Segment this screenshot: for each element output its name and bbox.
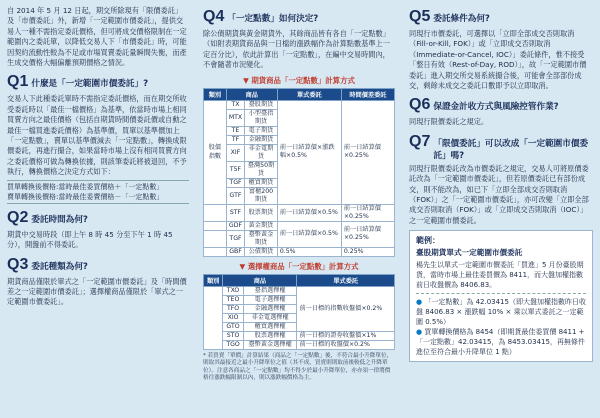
product-name: 臺幣黃金期貨: [245, 230, 278, 247]
formula-box: [7, 180, 189, 204]
product-code: TE: [226, 126, 244, 135]
column-middle: [196, 0, 402, 418]
product-code: TX: [226, 100, 244, 109]
q6-title: 保證金計收方式與風險控管作業?: [433, 102, 559, 113]
product-name: 電子期貨: [245, 126, 278, 135]
options-table-title: ▼ 選擇權商品「一定點數」計算方式: [239, 261, 359, 271]
category-cell: 股價指數: [204, 100, 227, 204]
example-bullet-2: [416, 327, 586, 357]
q2-number: Q2: [7, 208, 29, 226]
category-cell: [204, 221, 227, 230]
q2-title: 委託時間為何?: [31, 214, 88, 225]
q7-answer: 同現行限價委託改為市價委託之規定，交易人可將原價委託改為「一定範圍市價委託」，但若原價委託已有部份成交，則不能改為，如已下「立即全部成交否則取消（FOK）」之「一定範圍市價委託」，亦可改變「立即全部成交否則取消（FOK）」或「立即成交否則取消（IOC）」之一定範圍市價委託。: [409, 163, 589, 225]
product-name: 富櫃200期貨: [245, 187, 278, 204]
product-code: XIF: [226, 144, 244, 161]
example-body: 楊先生以單式一定範圍市價委託「買進」5 月份臺股期貨，當時市場上最佳委買價為 8411，而大盤加權指數前日收盤價為 8406.83。: [416, 261, 584, 290]
category-cell: [204, 204, 227, 221]
product-code: TF: [226, 135, 244, 144]
table-row: [204, 100, 395, 109]
rule-spread: 前一日結算價×0.25%: [341, 204, 394, 221]
q4-answer: 除公債期貨與黃金期貨外，其餘商品皆有各自「一定點數」（如附表期貨商品與一日檔的漲跌幅作為計算點數基準上一定百分比），依此計算出「一定點數」，在編中交易時間內，不會隨著市況變化。: [203, 29, 390, 70]
product-code: TGF: [226, 230, 244, 247]
futures-table-title: ▼ 期貨商品「一定點數」計算方式: [243, 75, 355, 85]
table-row: [204, 286, 395, 295]
q5-number: Q5: [409, 8, 431, 25]
header-product: 商品: [223, 274, 297, 286]
q4-heading: [203, 8, 395, 26]
table-row: [204, 340, 395, 349]
rule-single: 前一日結算價×漲跌幅×0.5%: [277, 100, 341, 204]
product-code: TFO: [223, 304, 244, 313]
product-name: 公債期貨: [245, 247, 278, 256]
q2-answer: 期貨中交易時段（即上午 8 時 45 分至下午 1 時 45 分），開盤前不得委託。: [7, 229, 173, 250]
bullet-icon: ●: [416, 298, 425, 307]
futures-table-header: [204, 88, 395, 100]
q7-title: 「限價委託」可以改成「一定範圍市價委託」嗎?: [433, 138, 589, 161]
product-code: T5F: [226, 161, 244, 178]
q1-number: Q1: [7, 73, 29, 91]
options-points-table: [203, 274, 395, 350]
rule-spread: 0.25%: [341, 247, 394, 256]
rule-spread: 前一日結算價×0.25%: [341, 221, 394, 247]
product-name: 非金電期貨: [245, 144, 278, 161]
example-bullet-1: [416, 297, 586, 327]
product-code: TEO: [223, 295, 244, 304]
product-code: MTX: [226, 109, 244, 126]
formula-buy: 買單轉換後價格:當時最佳委買價格＋「一定點數」: [7, 182, 164, 191]
product-name: 股票期貨: [245, 204, 278, 221]
rule-single: 前一日結算價×0.5%: [277, 221, 341, 247]
product-name: 金融期貨: [245, 135, 278, 144]
rule-single: 前一日標的指數收盤價×0.2%: [297, 286, 395, 331]
table-row: [204, 247, 395, 256]
q4-title: 「一定點數」如何決定?: [227, 14, 319, 24]
column-right: [402, 0, 600, 418]
formula-sell: 賣單轉換後價格:當時最佳委賣價格－「一定點數」: [7, 192, 164, 201]
example-heading: 範例：: [416, 236, 440, 246]
product-name: 櫃買選擇權: [243, 322, 297, 331]
category-cell: [204, 286, 223, 349]
q3-answer: 期貨商品僅限於單式之「一定範圍市價委託」及「時間價差之一定範圍市價委託」；選擇權商品僅限於「單式之一定範圍市價委託」。: [7, 276, 187, 307]
example-box: [409, 230, 593, 362]
q6-answer: 同現行限價委託之規定。: [409, 117, 489, 127]
q5-title: 委託條件為何?: [433, 14, 490, 24]
header-single: 單式委託: [277, 88, 341, 100]
example-bullet-2-text: 買單轉換價格為 8454（即期貨最佳委買價 8411 + 「一定點數」42.03415，為 8453.03415，再無條件進位至符合最小升降單位 1 點）: [416, 328, 585, 357]
product-code: GBF: [226, 247, 244, 256]
q7-heading: [409, 133, 593, 161]
product-code: TXO: [223, 286, 244, 295]
header-category: 類別: [204, 274, 223, 286]
product-name: 金融選擇權: [243, 304, 297, 313]
q1-answer: 交易人下此種委託單時不需指定委託價格，而在期交所收受委託時以「最佳一檔價格」為基準，依當時市場上相同買賣方向之最佳價格（包括自期貨時間價委託價或自動之最佳一檔買進委託價格）為基準價，買單以基準價加上「一定點數」，賣單以基準價減去「一定點數」，轉換成限價委託，再進行撮合，如果當時市場上沒有相同買賣方向之委託價格可做為轉換依據，則該筆委託將被退回，不予執行，轉換價格之決定方式如下：: [7, 94, 187, 177]
table-footnote: * 若買賣「單價」計算結果（商品之「一定點數」後，不符合最小升降單位，則取其最接近之最小升降單位之值（其不成，買賣則則取前後較低之升降單位）。注意各商品之「一定點數」均不得少於最小升降單位，亦亦須一律將價格往漲跌幅限制以內，則以漲跌幅價格為主。: [203, 352, 393, 382]
rule-single: 前一日標的收盤價×0.2%: [297, 340, 395, 349]
header-product: 商品: [226, 88, 277, 100]
q5-answer: 同現行市價委託，可選擇以「立即全部成交否則取消（Fill-or-Kill, FOK）」或「立即成交否則取消（Immediate-or-Cancel, IOC）」委託條件，惟不接受「整日有效（Rest-of-Day, ROD）」，故「一定範圍市價委託」進入期交所交易系統撮合後，可能會全部部份成交，剩餘未成交之委託口數即予以立即取消。: [409, 29, 587, 91]
example-title: 臺股期貨單式一定範圍市價委託: [416, 248, 523, 258]
product-name: 臺指選擇權: [243, 286, 297, 295]
q1-heading: [7, 73, 189, 91]
category-cell: [204, 247, 227, 256]
table-row: [204, 204, 395, 221]
product-code: GDF: [226, 221, 244, 230]
product-name: 小型臺指期貨: [245, 109, 278, 126]
product-name: 臺股期貨: [245, 100, 278, 109]
table-row: [204, 331, 395, 340]
product-code: GTF: [226, 187, 244, 204]
table-row: [204, 221, 395, 230]
product-name: 電子選擇權: [243, 295, 297, 304]
q4-number: Q4: [203, 8, 225, 25]
intro-paragraph: 自 2014 年 5 月 12 日起，期交所除現有「限價委託」及「市價委託」外，新增「一定範圍市價委託」，提供交易人一種不需指定委託價格，但可將成交價格限制在一定範圍內之委託單，以降低交易人下「市價委託」時，可能因契約流動性較為不足或市場買賣委託量瞬間失衡，而產生成交價格大幅偏離預期價格之情況。: [7, 6, 187, 68]
product-code: TGO: [223, 340, 244, 349]
rule-single: 前一日標的證券收盤價×1%: [297, 331, 395, 340]
product-code: GTO: [223, 322, 244, 331]
rule-single: 前一日結算價×0.5%: [277, 204, 341, 221]
product-name: 臺灣50期貨: [245, 161, 278, 178]
q3-title: 委託種類為何?: [31, 261, 88, 272]
product-name: 櫃買期貨: [245, 178, 278, 187]
category-cell: [204, 230, 227, 247]
futures-points-table: [203, 88, 395, 257]
q1-title: 什麼是「一定範圍市價委託」?: [31, 79, 149, 90]
divider: [416, 293, 586, 294]
header-category: 類別: [204, 88, 227, 100]
product-code: STF: [226, 204, 244, 221]
options-table-header: [204, 274, 395, 286]
rule-spread: 前一日結算價×0.25%: [341, 100, 394, 204]
q5-heading: [409, 8, 593, 26]
product-name: 非金電選擇權: [243, 313, 297, 322]
product-code: TGF: [226, 178, 244, 187]
header-single: 單式委託: [297, 274, 395, 286]
q3-number: Q3: [7, 255, 29, 273]
q2-heading: [7, 209, 189, 227]
q6-heading: [409, 96, 593, 114]
q6-number: Q6: [409, 96, 431, 114]
product-name: 黃金期貨: [245, 221, 278, 230]
column-left: [0, 0, 196, 418]
rule-single: 0.5%: [277, 247, 341, 256]
bullet-icon: ●: [416, 328, 425, 337]
header-spread: 時間價差委託: [341, 88, 394, 100]
product-code: XIO: [223, 313, 244, 322]
product-name: 臺幣黃金選擇權: [243, 340, 297, 349]
product-name: 股票選擇權: [243, 331, 297, 340]
product-code: STO: [223, 331, 244, 340]
q3-heading: [7, 256, 189, 274]
example-bullet-1-text: 「一定點數」為 42.03415（即大盤加權指數昨日收盤 8406.83 × 漲跌幅 10% × 乘以單式委託之一定範圍 0.5%）: [416, 298, 586, 327]
q7-number: Q7: [409, 132, 431, 150]
